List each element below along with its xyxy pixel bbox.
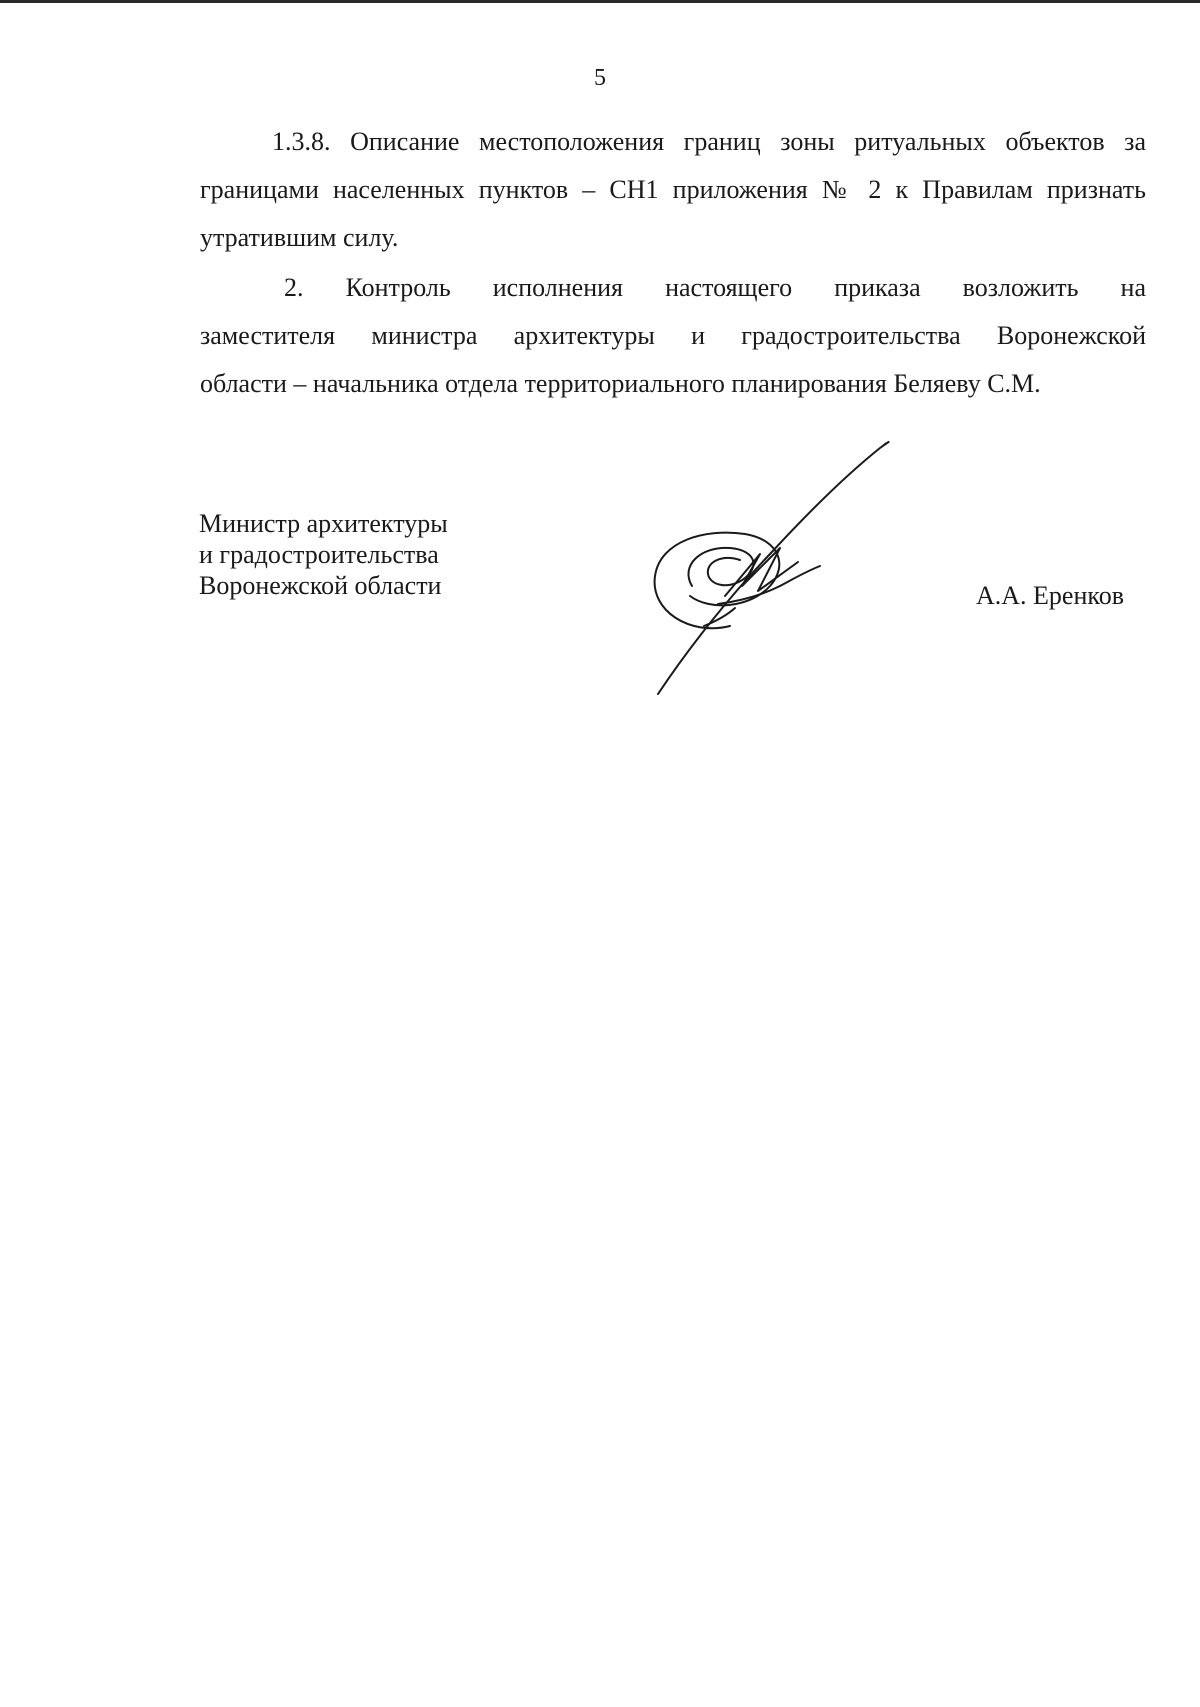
paragraph-2-control: [200, 264, 1146, 408]
paragraph-1-3-8: [200, 118, 1146, 262]
signatory-title-line: Воронежской области: [199, 571, 442, 600]
signatory-title-line: Министр архитектуры: [199, 509, 448, 538]
signatory-title: [199, 508, 448, 601]
paragraph-line: 1.3.8. Описание местоположения границ зоны ритуальных объектов за: [272, 127, 1146, 156]
handwritten-signature: [630, 436, 930, 696]
signatory-title-line: и градостроительства: [199, 540, 439, 569]
paragraph-line: 2. Контроль исполнения настоящего приказа возложить на: [284, 273, 1146, 302]
paragraph-line: заместителя министра архитектуры и градостроительства Воронежской: [200, 321, 1146, 350]
paragraph-line: области – начальника отдела территориального планирования Беляеву С.М.: [200, 369, 1041, 398]
scan-edge-top: [0, 0, 1200, 3]
paragraph-line: границами населенных пунктов – СН1 приложения № 2 к Правилам признать: [200, 175, 1146, 204]
signatory-name: А.А. Еренков: [976, 581, 1124, 610]
page-number: 5: [594, 65, 606, 91]
paragraph-line: утратившим силу.: [200, 223, 399, 252]
